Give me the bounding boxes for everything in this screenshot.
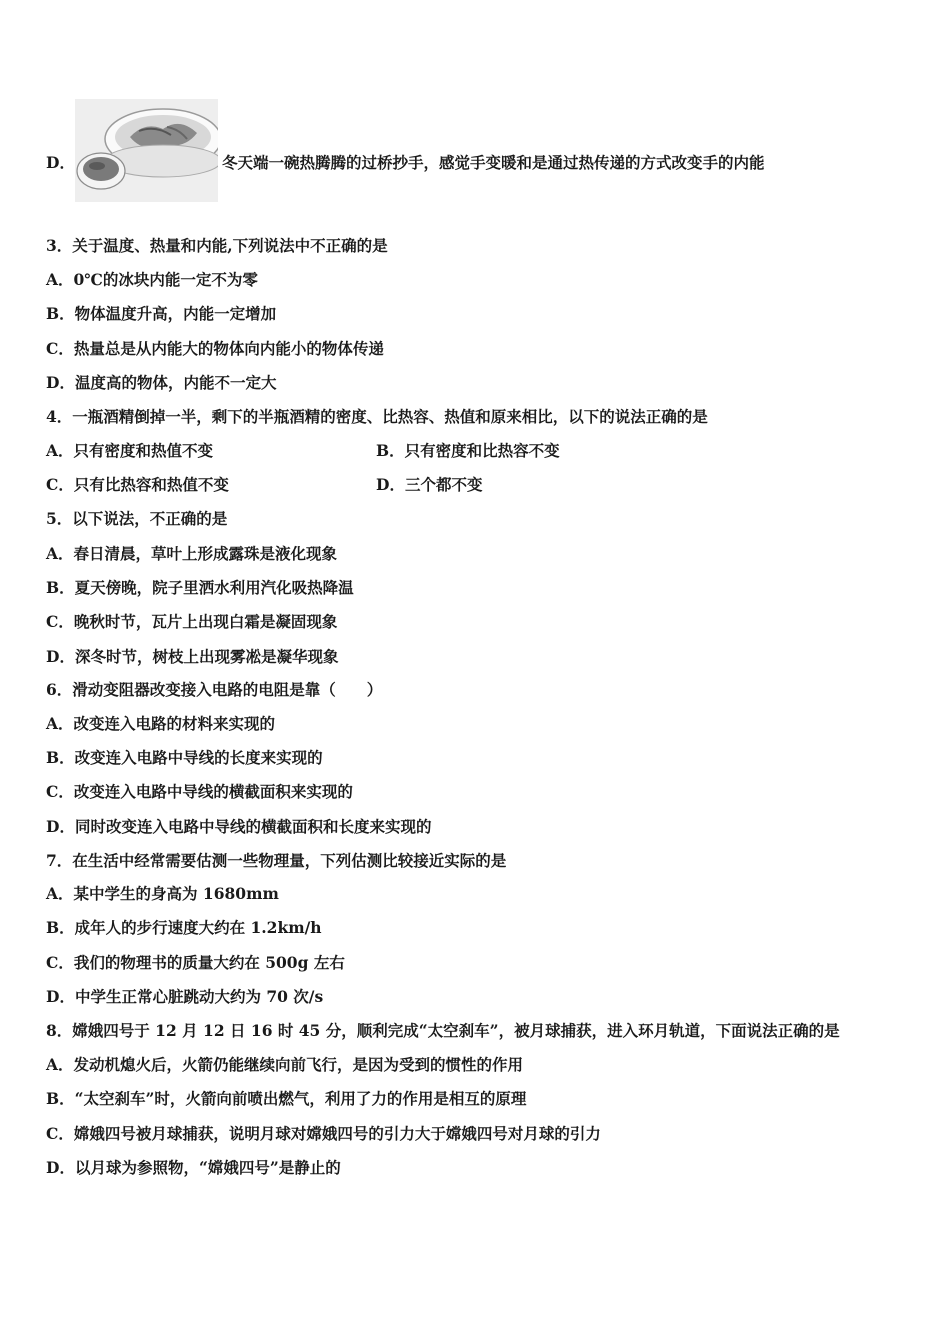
q7-option-c: C．我们的物理书的质量大约在 500g 左右 xyxy=(46,953,345,972)
q3-option-d: D．温度高的物体，内能不一定大 xyxy=(46,373,277,392)
q4-option-d: D．三个都不变 xyxy=(376,475,483,494)
q5-option-b: B．夏天傍晚，院子里洒水利用汽化吸热降温 xyxy=(46,578,354,597)
q3-option-b: B．物体温度升高，内能一定增加 xyxy=(46,304,277,323)
q5-option-c: C．晚秋时节，瓦片上出现白霜是凝固现象 xyxy=(46,612,338,631)
q6-option-c: C．改变连入电路中导线的横截面积来实现的 xyxy=(46,782,353,801)
q8-option-b: B．“太空刹车”时，火箭向前喷出燃气，利用了力的作用是相互的原理 xyxy=(46,1089,527,1108)
noodle-bowl-image xyxy=(75,99,218,202)
q4-option-c: C．只有比热容和热值不变 xyxy=(46,475,229,494)
q4-option-a: A．只有密度和热值不变 xyxy=(46,441,214,460)
q7-option-d: D．中学生正常心脏跳动大约为 70 次/s xyxy=(46,987,324,1006)
q2-option-d-letter: D． xyxy=(46,153,75,172)
q8-option-a: A．发动机熄火后，火箭仍能继续向前飞行，是因为受到的惯性的作用 xyxy=(46,1055,524,1074)
q2-option-d-text: 冬天端一碗热腾腾的过桥抄手，感觉手变暖和是通过热传递的方式改变手的内能 xyxy=(222,153,765,172)
q6-option-b: B．改变连入电路中导线的长度来实现的 xyxy=(46,748,323,767)
q7-stem: 7．在生活中经常需要估测一些物理量，下列估测比较接近实际的是 xyxy=(46,851,507,870)
q3-option-a: A．0℃的冰块内能一定不为零 xyxy=(46,270,258,289)
q8-stem: 8．嫦娥四号于 12 月 12 日 16 时 45 分，顺利完成“太空刹车”，被月球捕获，进入环月轨道，下面说法正确的是 xyxy=(46,1021,840,1040)
q8-option-d: D．以月球为参照物，“嫦娥四号”是静止的 xyxy=(46,1158,341,1177)
q5-option-a: A．春日清晨，草叶上形成露珠是液化现象 xyxy=(46,544,338,563)
q6-option-d: D．同时改变连入电路中导线的横截面积和长度来实现的 xyxy=(46,817,432,836)
q5-option-d: D．深冬时节，树枝上出现雾凇是凝华现象 xyxy=(46,647,339,666)
q3-option-c: C．热量总是从内能大的物体向内能小的物体传递 xyxy=(46,339,384,358)
q5-stem: 5．以下说法，不正确的是 xyxy=(46,509,228,528)
q4-option-b: B．只有密度和比热容不变 xyxy=(376,441,560,460)
q4-stem: 4．一瓶酒精倒掉一半，剩下的半瓶酒精的密度、比热容、热值和原来相比，以下的说法正确的是 xyxy=(46,407,708,426)
q6-option-a: A．改变连入电路的材料来实现的 xyxy=(46,714,276,733)
q8-option-c: C．嫦娥四号被月球捕获，说明月球对嫦娥四号的引力大于嫦娥四号对月球的引力 xyxy=(46,1124,601,1143)
q7-option-a: A．某中学生的身高为 1680mm xyxy=(46,884,279,903)
q6-stem: 6．滑动变阻器改变接入电路的电阻是靠（ ） xyxy=(46,680,383,699)
q7-option-b: B．成年人的步行速度大约在 1.2km/h xyxy=(46,918,322,937)
q3-stem: 3．关于温度、热量和内能,下列说法中不正确的是 xyxy=(46,236,388,255)
